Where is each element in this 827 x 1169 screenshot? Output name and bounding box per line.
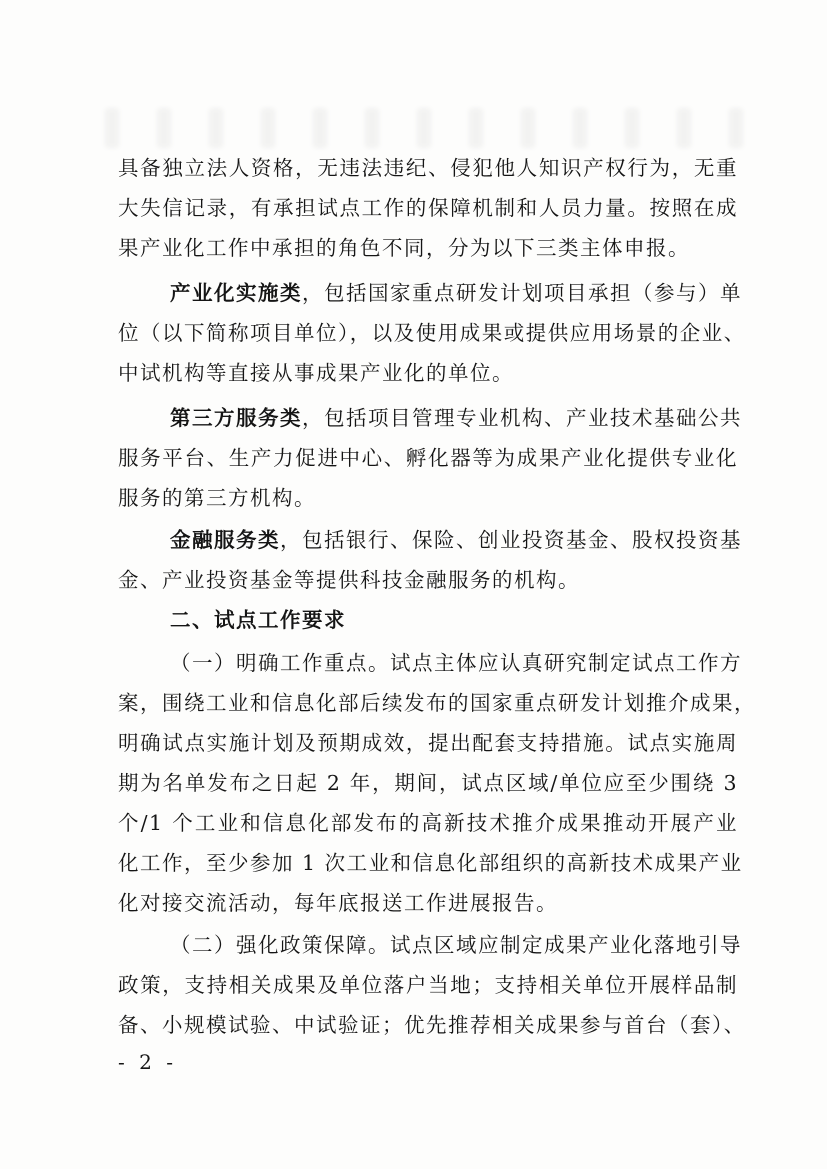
- paragraph-third-party: [170, 403, 742, 433]
- body-line: 位（以下简称项目单位），以及使用成果或提供应用场景的企业、: [118, 321, 746, 345]
- body-line: 个/1 个工业和信息化部发布的高新技术推介成果推动开展产业: [118, 811, 738, 835]
- body-line: 备、小规模试验、中试验证；优先推荐相关成果参与首台（套）、: [118, 1013, 746, 1037]
- body-line: 服务的第三方机构。: [118, 486, 316, 510]
- body-line: （一）明确工作重点。试点主体应认真研究制定试点工作方: [170, 651, 742, 675]
- body-line: 大失信记录，有承担试点工作的保障机制和人员力量。按照在成: [118, 196, 738, 220]
- body-line: 化对接交流活动，每年底报送工作进展报告。: [118, 891, 558, 915]
- category-lead: 产业化实施类: [170, 281, 302, 305]
- body-line: 中试机构等直接从事成果产业化的单位。: [118, 361, 514, 385]
- body-line: 政策，支持相关成果及单位落户当地；支持相关单位开展样品制: [118, 973, 738, 997]
- body-text: ，包括项目管理专业机构、产业技术基础公共: [302, 406, 742, 430]
- page-number: - 2 -: [118, 1050, 177, 1074]
- body-line: 具备独立法人资格，无违法违纪、侵犯他人知识产权行为，无重: [118, 156, 738, 180]
- body-line: 期为名单发布之日起 2 年，期间，试点区域/单位应至少围绕 3: [118, 771, 738, 795]
- paragraph-industrialization: [170, 278, 742, 308]
- body-line: 明确试点实施计划及预期成效，提出配套支持措施。试点实施周: [118, 731, 738, 755]
- body-text: ，包括银行、保险、创业投资基金、股权投资基: [280, 528, 742, 552]
- body-line: （二）强化政策保障。试点区域应制定成果产业化落地引导: [170, 933, 742, 957]
- paragraph-finance: [170, 525, 742, 555]
- bleed-through-artifact: [105, 108, 745, 148]
- body-line: 案，围绕工业和信息化部后续发布的国家重点研发计划推介成果，: [118, 691, 756, 715]
- body-line: 果产业化工作中承担的角色不同，分为以下三类主体申报。: [118, 236, 690, 260]
- body-line: 金、产业投资基金等提供科技金融服务的机构。: [118, 568, 580, 592]
- body-line: 服务平台、生产力促进中心、孵化器等为成果产业化提供专业化: [118, 446, 738, 470]
- category-lead: 第三方服务类: [170, 406, 302, 430]
- category-lead: 金融服务类: [170, 528, 280, 552]
- section-heading: 二、试点工作要求: [170, 608, 346, 632]
- body-line: 化工作，至少参加 1 次工业和信息化部组织的高新技术成果产业: [118, 851, 743, 875]
- body-text: ，包括国家重点研发计划项目承担（参与）单: [302, 281, 742, 305]
